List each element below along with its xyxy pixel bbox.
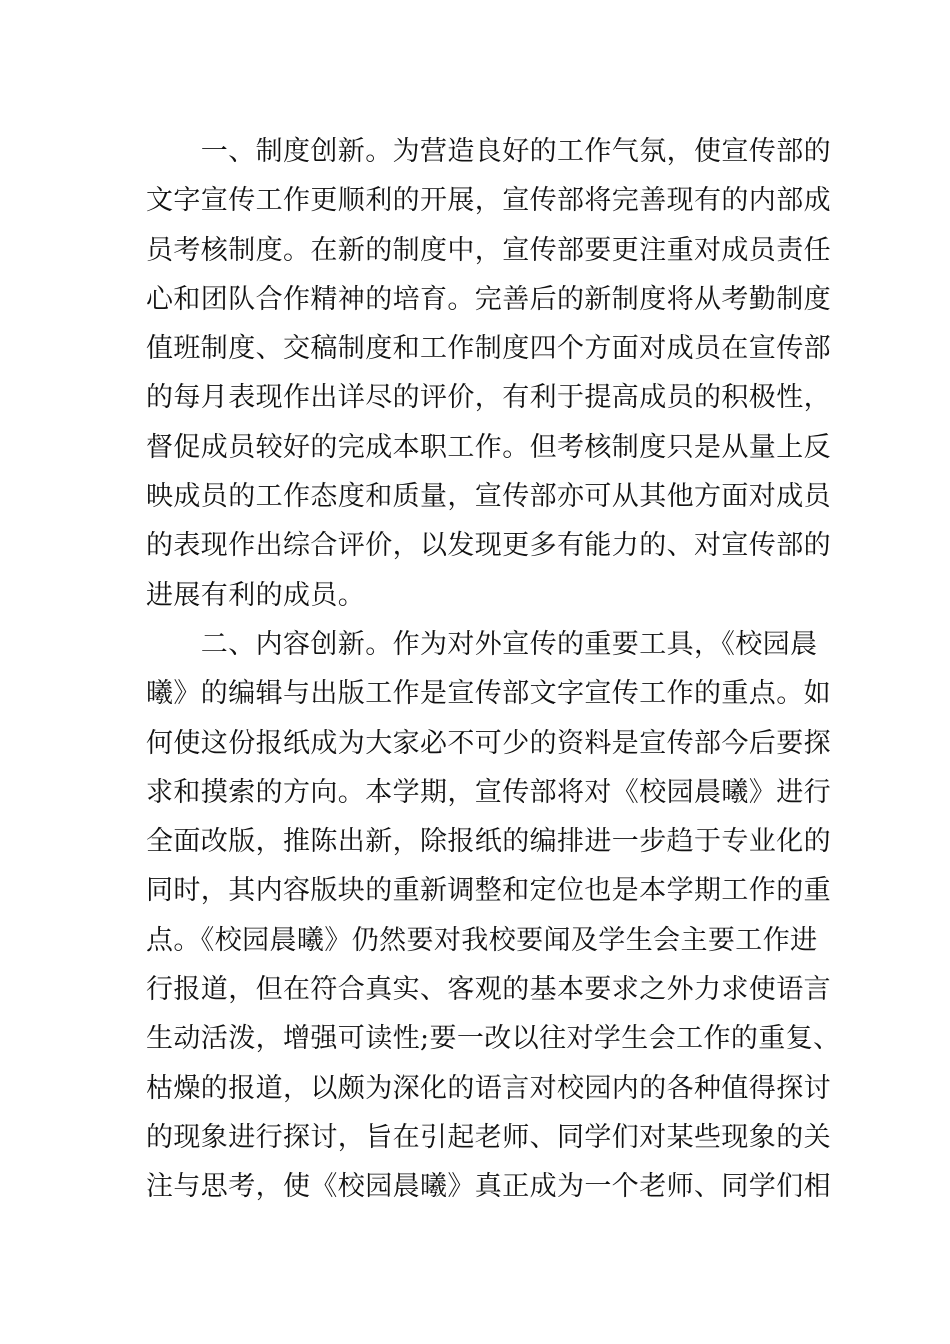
text-line: 全面改版，推陈出新，除报纸的编排进一步趋于专业化的 <box>146 826 831 858</box>
text-line: 生动活泼，增强可读性;要一改以往对学生会工作的重复、 <box>146 1023 841 1055</box>
text-line: 求和摸索的方向。本学期，宣传部将对《校园晨曦》进行 <box>146 776 831 808</box>
text-line: 的每月表现作出详尽的评价，有利于提高成员的积极性， <box>146 382 831 414</box>
text-line: 点。《校园晨曦》仍然要对我校要闻及学生会主要工作进 <box>146 924 818 956</box>
text-line: 注与思考，使《校园晨曦》真正成为一个老师、同学们相 <box>146 1171 831 1203</box>
text-line: 员考核制度。在新的制度中，宣传部要更注重对成员责任 <box>146 234 831 266</box>
text-line: 督促成员较好的完成本职工作。但考核制度只是从量上反 <box>146 431 831 463</box>
text-line: 同时，其内容版块的重新调整和定位也是本学期工作的重 <box>146 875 831 907</box>
text-line: 曦》的编辑与出版工作是宣传部文字宣传工作的重点。如 <box>146 678 831 710</box>
body-text <box>146 127 841 1212</box>
text-line: 枯燥的报道，以颇为深化的语言对校园内的各种值得探讨 <box>146 1072 831 1104</box>
text-line: 值班制度、交稿制度和工作制度四个方面对成员在宣传部 <box>146 333 831 365</box>
text-line: 文字宣传工作更顺利的开展，宣传部将完善现有的内部成 <box>146 185 831 217</box>
text-line: 行报道，但在符合真实、客观的基本要求之外力求使语言 <box>146 974 831 1006</box>
text-line: 的表现作出综合评价，以发现更多有能力的、对宣传部的 <box>146 530 831 562</box>
text-line: 的现象进行探讨，旨在引起老师、同学们对某些现象的关 <box>146 1121 831 1153</box>
text-line: 心和团队合作精神的培育。完善后的新制度将从考勤制度 <box>146 283 831 315</box>
text-line: 进展有利的成员。 <box>146 579 366 611</box>
text-line: 何使这份报纸成为大家必不可少的资料是宣传部今后要探 <box>146 727 831 759</box>
text-line: 映成员的工作态度和质量，宣传部亦可从其他方面对成员 <box>146 481 831 513</box>
text-line: 二、内容创新。作为对外宣传的重要工具，《校园晨 <box>146 628 818 660</box>
text-line: 一、制度创新。为营造良好的工作气氛，使宣传部的 <box>146 136 831 167</box>
